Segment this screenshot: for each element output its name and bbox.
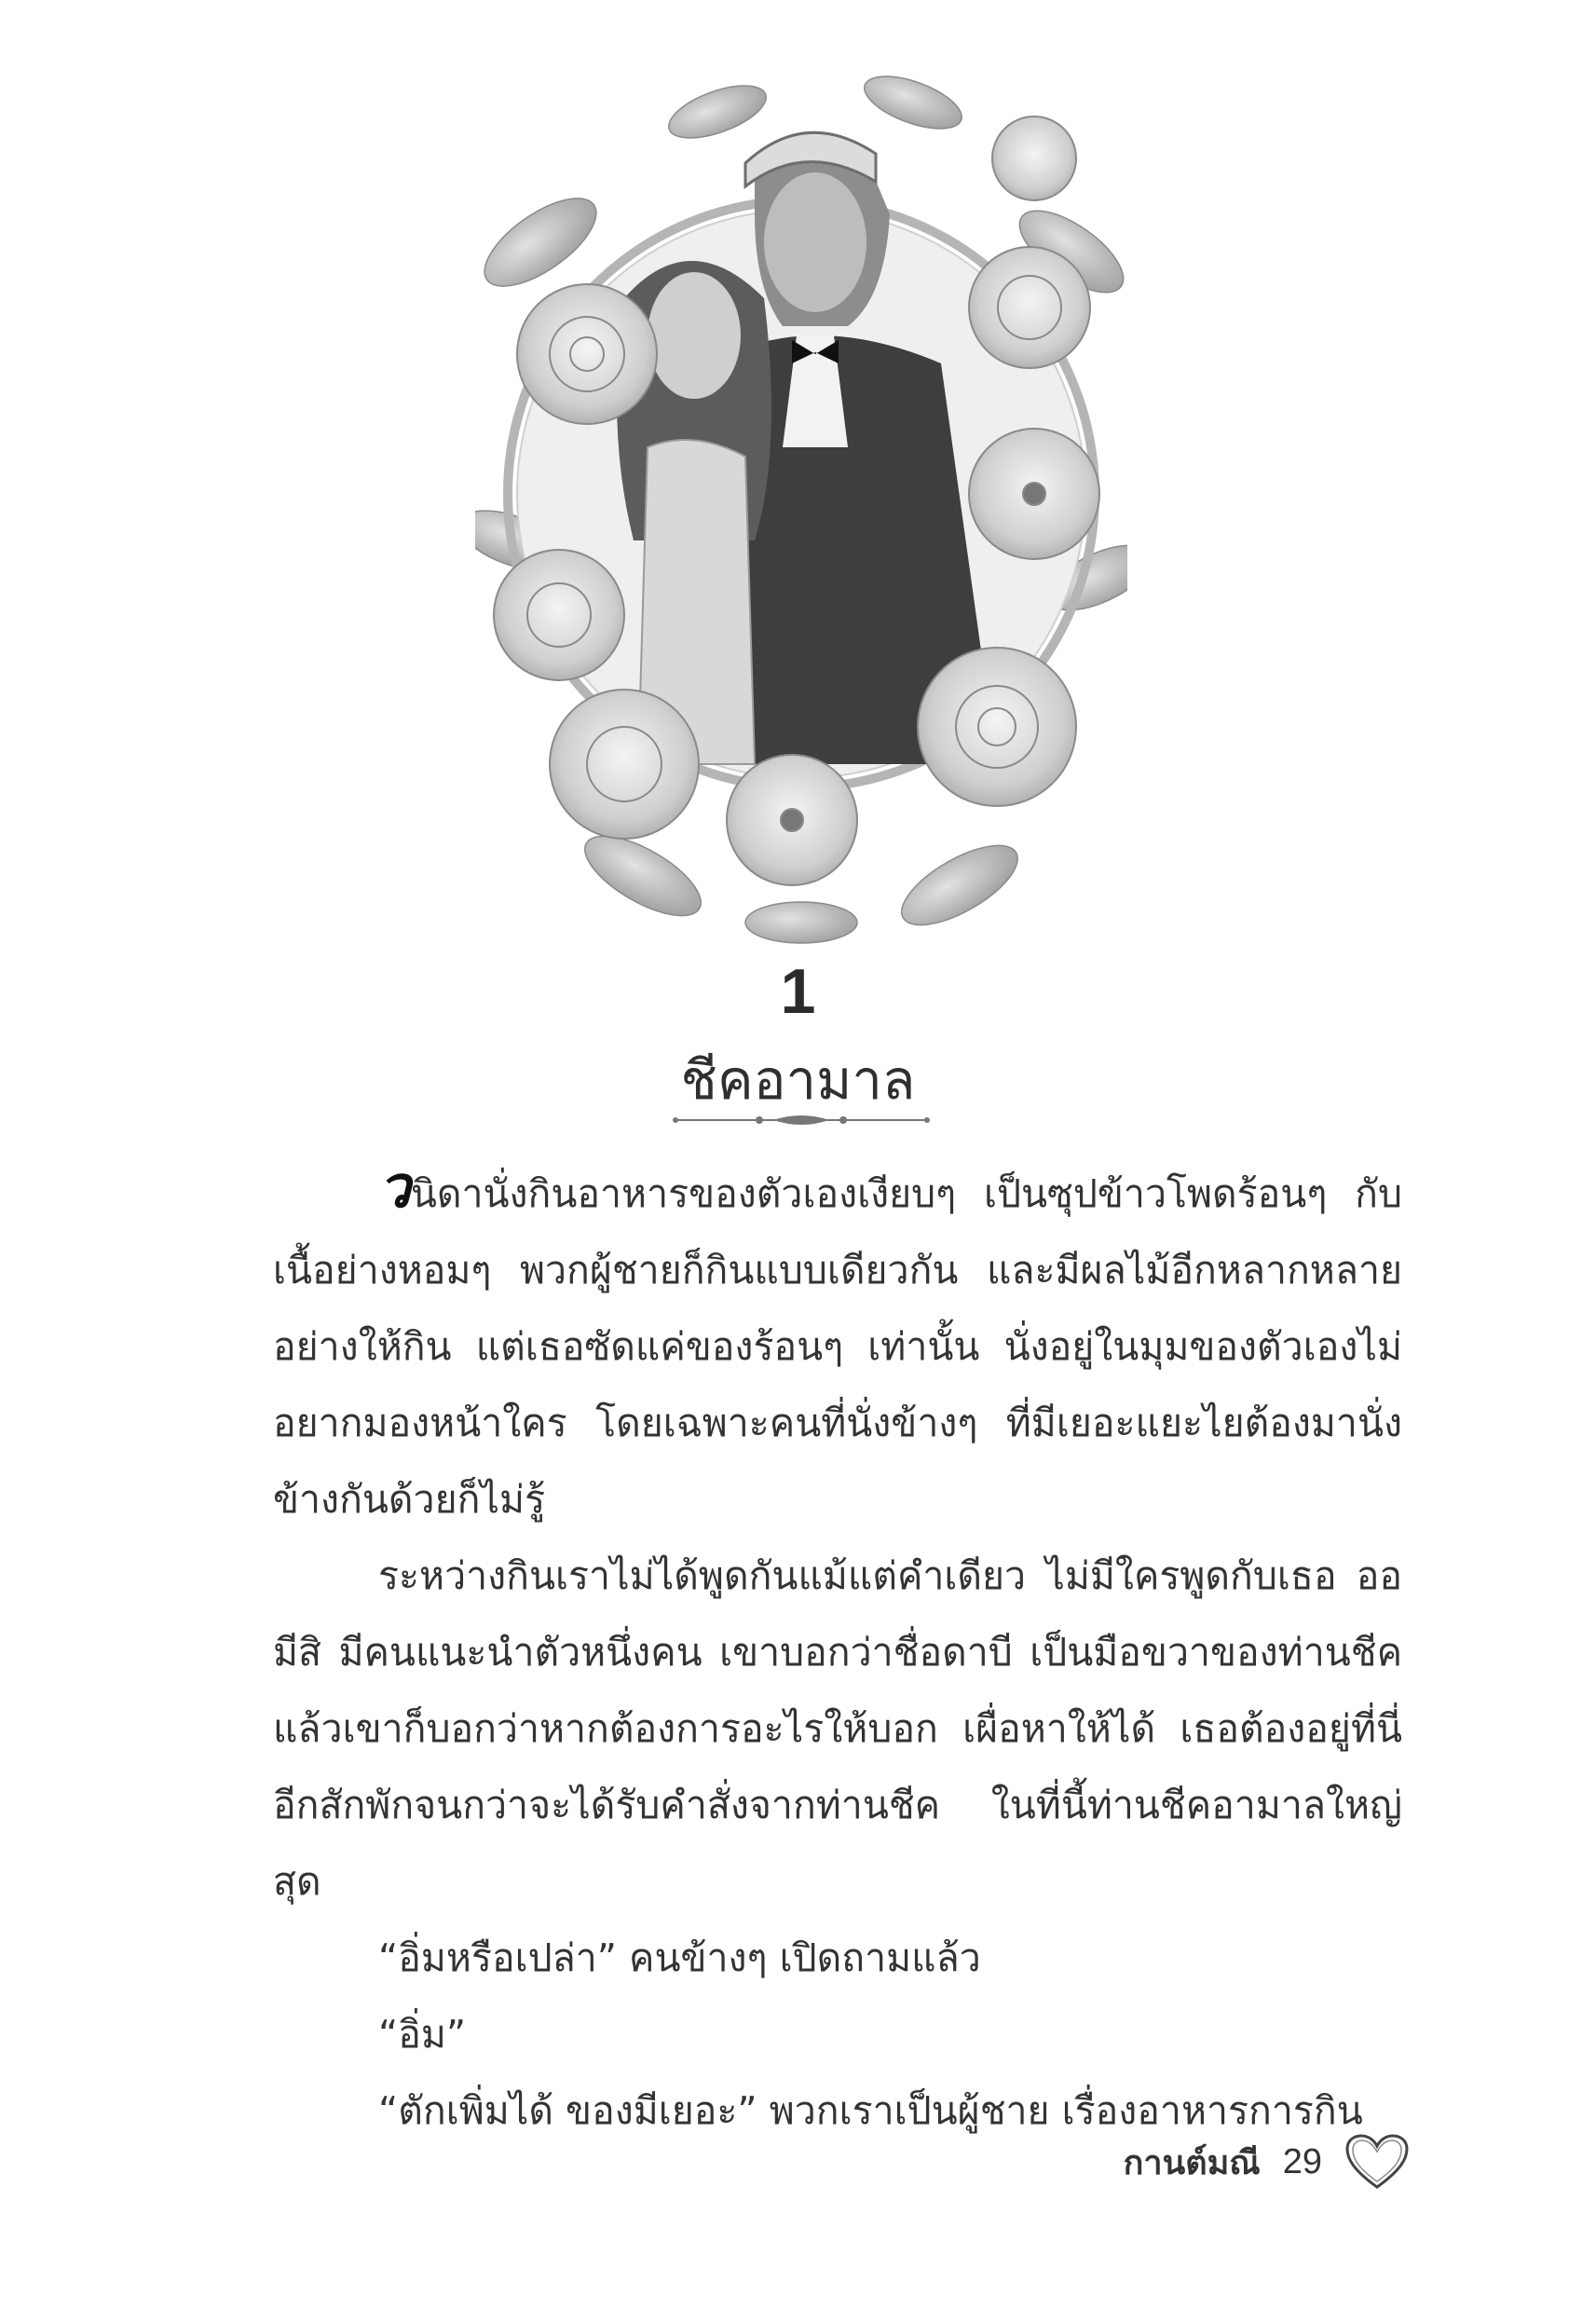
- paragraph: ระหว่างกินเราไม่ได้พูดกันแม้แต่คำเดียว ไม่มีใครพูดกับเธอ ออ มีสิ มีคนแนะนำตัวหนึ่งคน เขาบอกว่าชื่อดาบี เป็นมือขวาของท่านชีค แล้วเขาก็บอกว่าหากต้องการอะไรให้บอก เผื่อหาให้ได้ เธอต้องอยู่ที่นี่อีกสักพักจนกว่าจะได้รับคำสั่งจากท่านชีค ในที่นี้ท่านชีคอามาลใหญ่สุด: [273, 1553, 1402, 1904]
- paragraph: “อิ่มหรือเปล่า” คนข้างๆ เปิดถามแล้ว: [378, 1935, 981, 1980]
- page-number: 29: [1282, 2141, 1322, 2181]
- paragraph: “ตักเพิ่มได้ ของมีเยอะ” พวกเราเป็นผู้ชาย เรื่องอาหารการกิน: [378, 2088, 1363, 2133]
- drop-cap: ว: [378, 1153, 411, 1221]
- page-footer: [1124, 2134, 1410, 2190]
- chapter-number: 1: [780, 956, 816, 1027]
- paragraph: วนิดานั่งกินอาหารของตัวเองเงียบๆ เป็นซุปข้าวโพดร้อนๆ กับเนื้อย่างหอมๆ พวกผู้ชายก็กินแบบเดียวกัน และมีผลไม้อีกหลากหลายอย่างให้กิน แต่เธอซัดแค่ของร้อนๆ เท่านั้น นั่งอยู่ในมุมของตัวเองไม่อยากมองหน้าใคร โดยเฉพาะคนที่นั่งข้างๆ ที่มีเยอะแยะไยต้องมานั่งข้างกันด้วยก็ไม่รู้: [273, 1153, 1402, 1522]
- paragraph: “อิ่ม”: [378, 2012, 467, 2057]
- footer-author: กานต์มณี: [1123, 2143, 1261, 2182]
- body-text: [273, 1153, 1402, 2149]
- chapter-title: ชีคอามาล: [680, 1048, 916, 1112]
- divider-ornament: [671, 1109, 932, 1131]
- heart-outline-icon: [1344, 2133, 1410, 2191]
- couple-floral-wreath-illustration: [475, 56, 1127, 950]
